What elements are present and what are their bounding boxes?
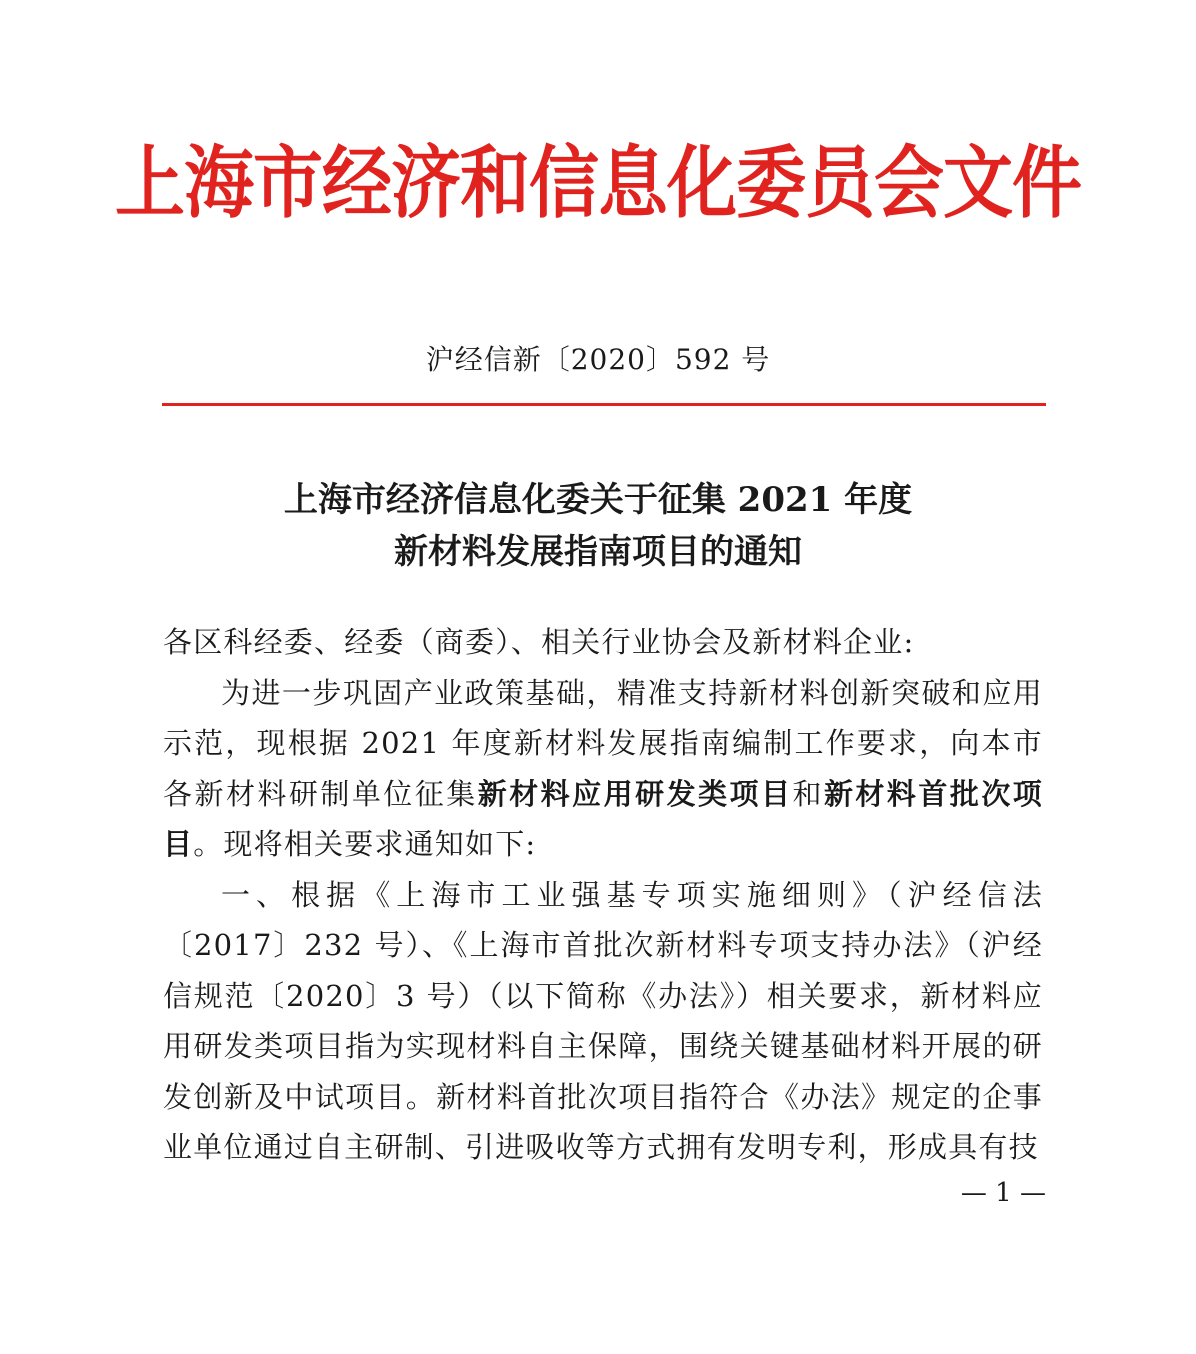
paragraph-1: [163, 668, 1043, 870]
issuing-authority-title: 上海市经济和信息化委员会文件: [115, 135, 1081, 229]
paragraph-1-text-a: 为进一步巩固产业政策基础，精准支持新材料创新突破和应用示范，现根据 2021 年度新材料发展指南编制工作要求，向本市各新材料研制单位征集: [163, 675, 1043, 811]
paragraph-1-bold-b: 新材料首批次项目: [163, 776, 1043, 861]
notice-title-line-2: 新材料发展指南项目的通知: [394, 532, 802, 572]
page-number: — 1 —: [960, 1178, 1046, 1208]
paragraph-2: 一、根据《上海市工业强基专项实施细则》（沪经信法〔2017〕232 号）、《上海市首批次新材料专项支持办法》（沪经信规范〔2020〕3 号）（以下简称《办法》）相关要求，新材料应用研发类项目指为实现材料自主保障，围绕关键基础材料开展的研发创新及中试项目。新材料首批次项目指符合《办法》规定的企事业单位通过自主研制、引进吸收等方式拥有发明专利，形成具有技: [163, 877, 1043, 1164]
red-divider-line: [162, 403, 1046, 406]
notice-title: [0, 474, 1196, 578]
paragraph-1-text-b: 和: [792, 776, 824, 811]
body-text: [163, 617, 1043, 1173]
paragraph-1-text-c: 。现将相关要求通知如下:: [193, 827, 537, 861]
salutation: 各区科经委、经委（商委）、相关行业协会及新材料企业:: [163, 625, 915, 659]
notice-title-line-1: 上海市经济信息化委关于征集 2021 年度: [283, 480, 913, 520]
document-number: 沪经信新〔2020〕592 号: [425, 343, 771, 376]
paragraph-1-bold-a: 新材料应用研发类项目: [477, 776, 793, 811]
